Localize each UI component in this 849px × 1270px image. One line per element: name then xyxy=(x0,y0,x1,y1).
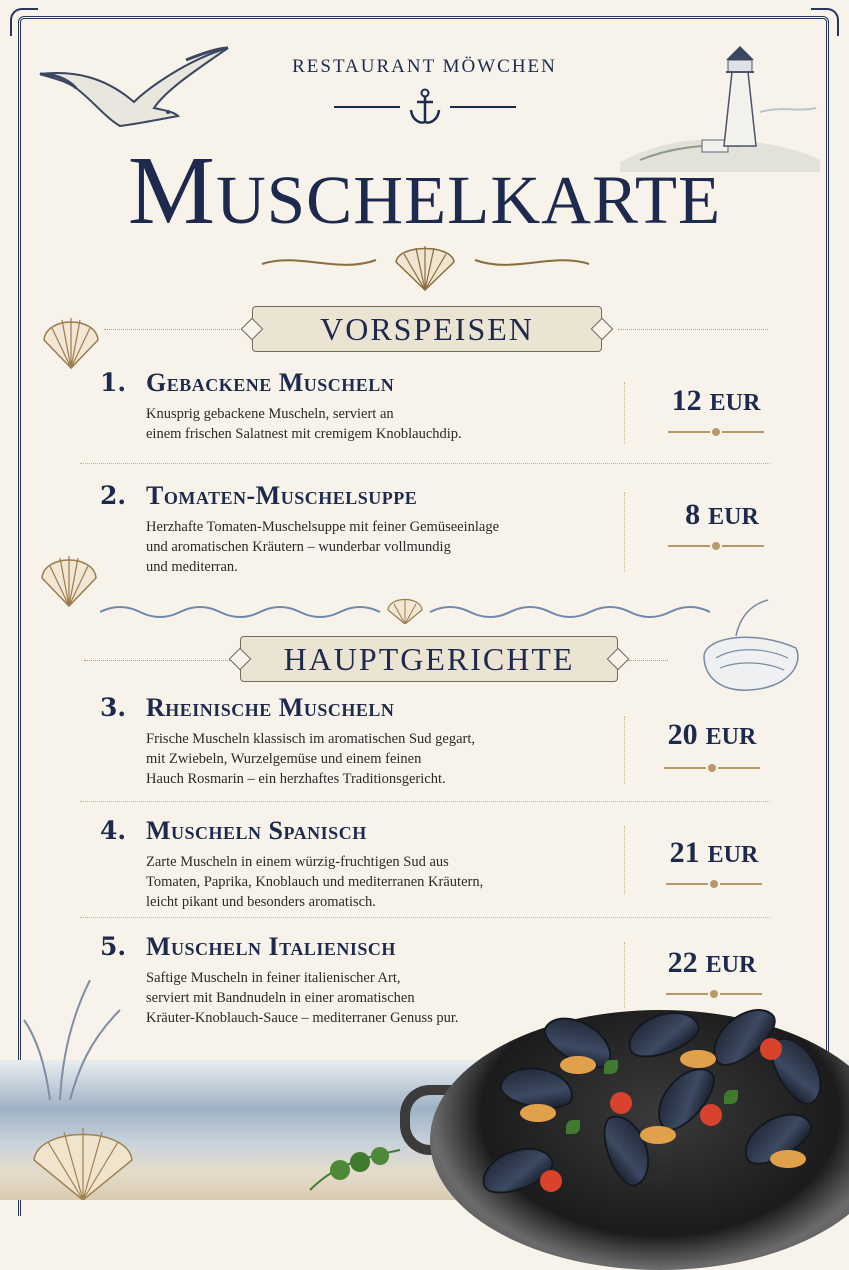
dune-grass-icon xyxy=(20,980,130,1100)
mussel-meat xyxy=(520,1104,556,1122)
price-separator xyxy=(624,382,625,444)
price-underline xyxy=(664,764,760,772)
price-underline xyxy=(666,880,762,888)
tomato xyxy=(610,1092,632,1114)
item-description: Herzhafte Tomaten-Muschelsuppe mit feiner Gemüseeinlage und aromatischen Kräutern – wunderbar vollmundig und mediterran. xyxy=(146,519,500,575)
item-number: 1. xyxy=(100,368,127,397)
section-rule xyxy=(104,329,244,330)
anchor-divider xyxy=(330,88,520,126)
item-name: Muscheln Italienisch xyxy=(146,932,396,961)
frame-corner xyxy=(811,8,839,36)
price-separator xyxy=(624,492,625,572)
price-separator xyxy=(624,716,625,784)
price-separator xyxy=(624,942,625,1008)
item-name: Muscheln Spanisch xyxy=(146,816,367,845)
title-ornament xyxy=(258,234,593,294)
item-price: 8 EUR xyxy=(685,498,759,531)
item-price: 22 EUR xyxy=(667,946,757,979)
anchor-icon xyxy=(408,88,442,126)
price-separator xyxy=(624,826,625,894)
tomato xyxy=(760,1038,782,1060)
scallop-shell-icon xyxy=(28,1124,138,1200)
item-divider xyxy=(80,801,770,802)
tomato xyxy=(700,1104,722,1126)
section-rule xyxy=(84,660,230,661)
item-price: 21 EUR xyxy=(669,836,759,869)
menu-title: Muschelkarte xyxy=(127,137,722,245)
section-rule xyxy=(618,329,768,330)
item-description: Saftige Muscheln in feiner italienischer Art, serviert mit Bandnudeln in einer aromatischen Kräuter-Knoblauch-Sauce – mediterraner Genuss pur. xyxy=(146,970,459,1026)
scallop-shell-icon xyxy=(396,246,454,290)
item-number: 3. xyxy=(100,693,127,722)
item-description: Knusprig gebackene Muscheln, serviert an einem frischen Salatnest mit cremigem Knoblauchdip. xyxy=(146,406,462,442)
item-number: 4. xyxy=(100,816,127,845)
section-rule xyxy=(628,660,668,661)
seagull-icon xyxy=(36,40,236,130)
scallop-shell-icon xyxy=(388,600,422,625)
frame-corner xyxy=(10,8,38,36)
item-number: 2. xyxy=(100,481,127,510)
item-name: Rheinische Muscheln xyxy=(146,693,395,722)
item-number: 5. xyxy=(100,932,127,961)
price-underline xyxy=(666,990,762,998)
parsley-icon xyxy=(300,1140,410,1200)
section-title-vorspeisen: VORSPEISEN xyxy=(252,306,602,352)
section-title-hauptgerichte: HAUPTGERICHTE xyxy=(240,636,618,682)
item-divider xyxy=(80,463,770,464)
price-underline xyxy=(668,542,764,550)
tomato xyxy=(540,1170,562,1192)
item-description: Frische Muscheln klassisch im aromatischen Sud gegart, mit Zwiebeln, Wurzelgemüse und einem feinen Hauch Rosmarin – ein herzhaftes Traditionsgericht. xyxy=(146,731,476,787)
item-name: Tomaten-Muschelsuppe xyxy=(146,481,418,510)
herb xyxy=(724,1090,738,1104)
price-underline xyxy=(668,428,764,436)
item-divider xyxy=(80,917,770,918)
restaurant-name: RESTAURANT MÖWCHEN xyxy=(292,56,557,77)
item-name: Gebackene Muscheln xyxy=(146,368,395,397)
wave-divider xyxy=(100,598,710,624)
scallop-shell-icon xyxy=(40,312,102,370)
item-price: 20 EUR xyxy=(667,718,757,751)
herb xyxy=(566,1120,580,1134)
mussel-meat xyxy=(770,1150,806,1168)
mussel-meat xyxy=(560,1056,596,1074)
item-price: 12 EUR xyxy=(671,384,761,417)
mussel-meat xyxy=(640,1126,676,1144)
item-description: Zarte Muscheln in einem würzig-fruchtigen Sud aus Tomaten, Paprika, Knoblauch und mediterranen Kräutern, leicht pikant und besonders aromatisch. xyxy=(146,854,484,910)
oyster-icon xyxy=(696,596,806,696)
scallop-shell-icon xyxy=(38,548,100,608)
herb xyxy=(604,1060,618,1074)
mussel-meat xyxy=(680,1050,716,1068)
